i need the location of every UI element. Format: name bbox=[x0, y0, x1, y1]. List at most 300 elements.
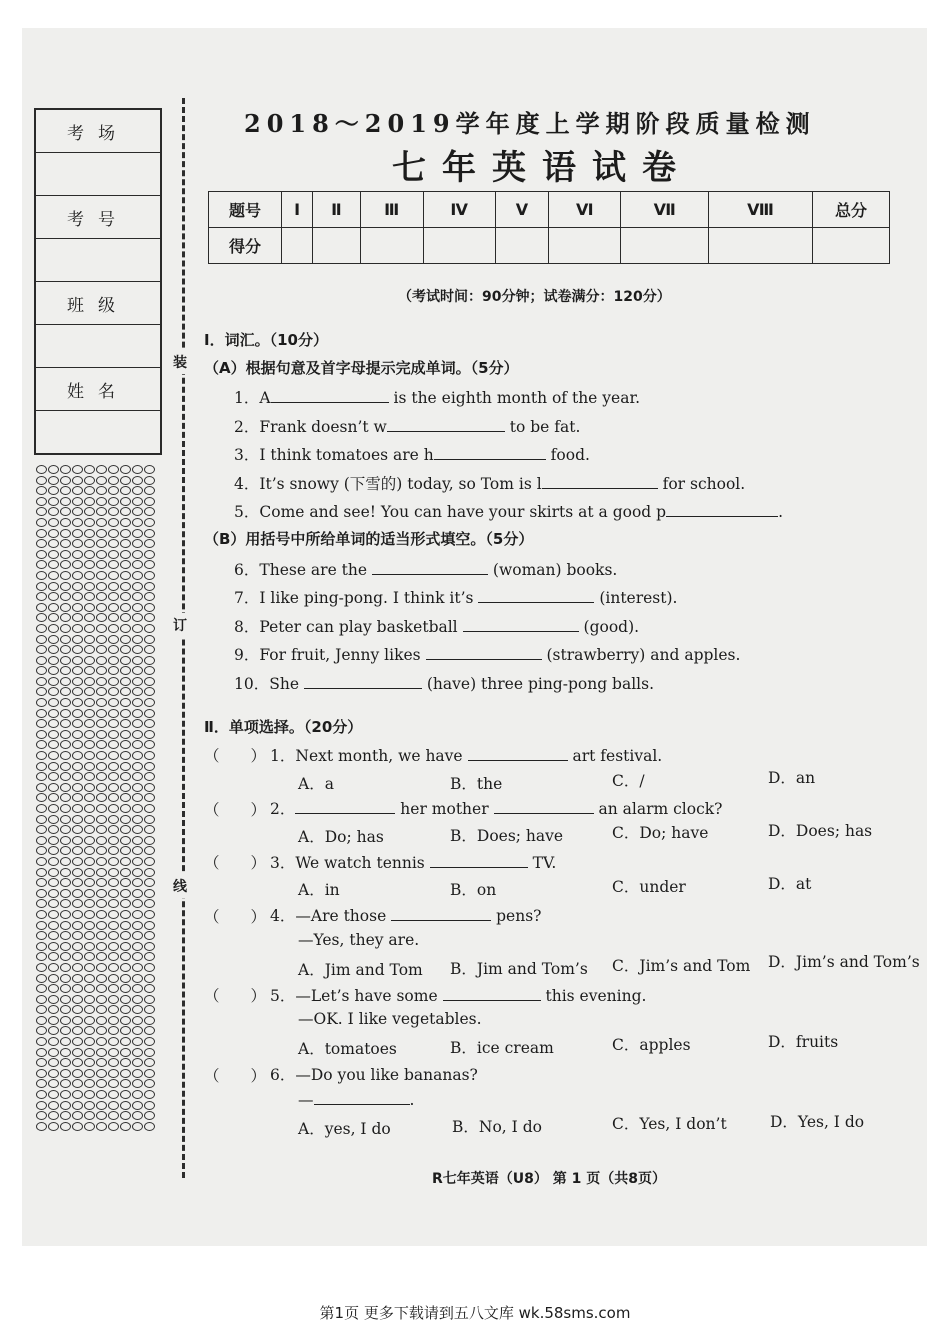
bubble bbox=[84, 952, 95, 961]
bubble bbox=[144, 656, 155, 665]
bubble bbox=[60, 1048, 71, 1057]
bubble bbox=[48, 762, 59, 771]
mc-q3-option-b[interactable]: B．on bbox=[450, 881, 497, 899]
bubble bbox=[96, 984, 107, 993]
bubble bbox=[120, 825, 131, 834]
bubble bbox=[108, 529, 119, 538]
bubble bbox=[96, 656, 107, 665]
bubble bbox=[120, 518, 131, 527]
bubble bbox=[36, 1048, 47, 1057]
bubble bbox=[72, 1026, 83, 1035]
bubble bbox=[84, 687, 95, 696]
mc-q5-reply: —OK. I like vegetables. bbox=[298, 1010, 482, 1028]
bubble bbox=[60, 687, 71, 696]
bubble bbox=[36, 539, 47, 548]
bubble bbox=[120, 1111, 131, 1120]
mc-q1-option-b[interactable]: B．the bbox=[450, 775, 503, 793]
bubble bbox=[108, 804, 119, 813]
bubble bbox=[48, 677, 59, 686]
bubble bbox=[132, 931, 143, 940]
answer-blank[interactable] bbox=[387, 417, 505, 432]
bubble bbox=[108, 666, 119, 675]
answer-blank[interactable] bbox=[434, 445, 546, 460]
mc-q6-option-b[interactable]: B．No, I do bbox=[452, 1118, 542, 1136]
bubble bbox=[108, 571, 119, 580]
bubble bbox=[84, 942, 95, 951]
bubble bbox=[144, 783, 155, 792]
bubble bbox=[60, 666, 71, 675]
bubble bbox=[132, 476, 143, 485]
bubble bbox=[36, 1016, 47, 1025]
bubble bbox=[96, 836, 107, 845]
bubble bbox=[36, 815, 47, 824]
bubble bbox=[108, 645, 119, 654]
mc-q2-option-c[interactable]: C．Do; have bbox=[612, 824, 709, 842]
bubble bbox=[72, 677, 83, 686]
answer-paren[interactable]: （ ） bbox=[204, 801, 267, 819]
bubble bbox=[72, 751, 83, 760]
mc-q1-stem: 1．Next month, we have art festival. bbox=[270, 747, 663, 765]
bubble bbox=[84, 592, 95, 601]
mc-q6-option-d[interactable]: D．Yes, I do bbox=[770, 1113, 865, 1131]
bubble bbox=[60, 1058, 71, 1067]
section1-part-a: （A）根据句意及首字母提示完成单词。（5分） bbox=[204, 359, 519, 377]
bubble bbox=[48, 571, 59, 580]
page-footer: R七年英语（U8） 第 1 页（共8页） bbox=[432, 1171, 666, 1187]
bubble bbox=[60, 783, 71, 792]
bubble bbox=[108, 793, 119, 802]
bubble bbox=[120, 899, 131, 908]
score-blank bbox=[813, 228, 890, 264]
bubble bbox=[108, 550, 119, 559]
bubble bbox=[120, 645, 131, 654]
bubble bbox=[84, 550, 95, 559]
answer-blank[interactable] bbox=[304, 674, 422, 689]
bubble bbox=[144, 687, 155, 696]
bubble bbox=[120, 984, 131, 993]
bubble bbox=[144, 730, 155, 739]
bubble bbox=[48, 1048, 59, 1057]
bubble bbox=[96, 740, 107, 749]
bubble bbox=[72, 1069, 83, 1078]
name-field bbox=[36, 411, 160, 453]
bubble bbox=[132, 603, 143, 612]
bubble bbox=[144, 952, 155, 961]
answer-paren[interactable]: （ ） bbox=[204, 987, 267, 1005]
mc-q2-option-b[interactable]: B．Does; have bbox=[450, 827, 564, 845]
bubble bbox=[60, 1111, 71, 1120]
bubble bbox=[84, 1005, 95, 1014]
bubble bbox=[60, 836, 71, 845]
vocab-q7: 7．I like ping-pong. I think it’s (interest). bbox=[234, 589, 678, 607]
mc-q3-option-c[interactable]: C．under bbox=[612, 878, 686, 896]
score-blank bbox=[313, 228, 360, 264]
bubble bbox=[60, 529, 71, 538]
bubble bbox=[96, 730, 107, 739]
answer-blank bbox=[468, 746, 568, 761]
answer-blank[interactable] bbox=[271, 388, 389, 403]
bubble bbox=[120, 751, 131, 760]
bubble bbox=[72, 486, 83, 495]
bubble bbox=[36, 751, 47, 760]
mc-q1-option-d[interactable]: D．an bbox=[768, 769, 816, 787]
bubble bbox=[84, 709, 95, 718]
bubble bbox=[120, 529, 131, 538]
bubble bbox=[36, 857, 47, 866]
bubble bbox=[72, 815, 83, 824]
name-label: 姓名 bbox=[36, 368, 160, 411]
bubble bbox=[84, 825, 95, 834]
answer-paren[interactable]: （ ） bbox=[204, 908, 267, 926]
bubble bbox=[84, 529, 95, 538]
bubble bbox=[132, 825, 143, 834]
score-cell: Ⅳ bbox=[423, 192, 495, 228]
bubble bbox=[96, 571, 107, 580]
bubble bbox=[96, 486, 107, 495]
bubble bbox=[120, 560, 131, 569]
bubble bbox=[108, 910, 119, 919]
answer-blank bbox=[391, 906, 491, 921]
bubble bbox=[96, 1048, 107, 1057]
bubble bbox=[72, 942, 83, 951]
bubble bbox=[36, 825, 47, 834]
bubble bbox=[120, 1122, 131, 1131]
bubble bbox=[108, 687, 119, 696]
bubble bbox=[36, 497, 47, 506]
exam-number-field bbox=[36, 239, 160, 282]
bubble bbox=[132, 571, 143, 580]
bubble bbox=[120, 687, 131, 696]
bubble bbox=[84, 889, 95, 898]
bubble bbox=[72, 476, 83, 485]
answer-paren[interactable]: （ ） bbox=[204, 747, 267, 765]
bubble bbox=[48, 857, 59, 866]
bubble bbox=[60, 624, 71, 633]
bubble bbox=[60, 942, 71, 951]
bubble bbox=[144, 942, 155, 951]
bubble bbox=[144, 529, 155, 538]
bubble bbox=[144, 571, 155, 580]
bubble bbox=[96, 974, 107, 983]
bubble bbox=[96, 645, 107, 654]
bubble bbox=[108, 984, 119, 993]
bubble bbox=[132, 666, 143, 675]
bubble bbox=[132, 974, 143, 983]
bubble bbox=[132, 1122, 143, 1131]
bubble bbox=[120, 836, 131, 845]
bubble bbox=[72, 656, 83, 665]
bubble bbox=[60, 613, 71, 622]
bubble bbox=[60, 984, 71, 993]
answer-blank[interactable] bbox=[478, 588, 594, 603]
bubble bbox=[144, 910, 155, 919]
bubble bbox=[144, 899, 155, 908]
answer-blank bbox=[295, 799, 395, 814]
bubble bbox=[120, 709, 131, 718]
bubble bbox=[144, 635, 155, 644]
bubble bbox=[36, 592, 47, 601]
bubble bbox=[84, 1037, 95, 1046]
bubble bbox=[36, 1090, 47, 1099]
bubble bbox=[144, 1026, 155, 1035]
bubble bbox=[84, 719, 95, 728]
bubble bbox=[120, 698, 131, 707]
bubble bbox=[72, 762, 83, 771]
bubble bbox=[60, 815, 71, 824]
bubble bbox=[36, 942, 47, 951]
bubble bbox=[36, 889, 47, 898]
bubble bbox=[120, 677, 131, 686]
bubble bbox=[48, 560, 59, 569]
bubble bbox=[108, 1101, 119, 1110]
mc-q3-option-a[interactable]: A．in bbox=[298, 881, 340, 899]
bubble bbox=[96, 1101, 107, 1110]
bubble bbox=[48, 592, 59, 601]
bubble bbox=[72, 518, 83, 527]
mc-q5-option-b[interactable]: B．ice cream bbox=[450, 1039, 554, 1057]
bubble bbox=[84, 857, 95, 866]
bubble bbox=[108, 465, 119, 474]
mc-q2-option-d[interactable]: D．Does; has bbox=[768, 822, 873, 840]
bubble bbox=[60, 709, 71, 718]
mc-q4-stem: 4．—Are those pens? bbox=[270, 907, 542, 925]
bubble bbox=[108, 1122, 119, 1131]
bubble bbox=[48, 582, 59, 591]
mc-q1-option-c[interactable]: C．/ bbox=[612, 772, 645, 790]
bubble bbox=[132, 497, 143, 506]
bubble bbox=[108, 836, 119, 845]
bubble bbox=[48, 1026, 59, 1035]
bubble bbox=[36, 995, 47, 1004]
bubble bbox=[108, 698, 119, 707]
bubble bbox=[96, 687, 107, 696]
mc-q5-option-d[interactable]: D．fruits bbox=[768, 1033, 839, 1051]
bubble bbox=[72, 465, 83, 474]
class-label: 班级 bbox=[36, 282, 160, 325]
bubble bbox=[72, 624, 83, 633]
vocab-q10: 10．She (have) three ping-pong balls. bbox=[234, 675, 655, 693]
bubble bbox=[36, 719, 47, 728]
bubble bbox=[120, 793, 131, 802]
answer-paren[interactable]: （ ） bbox=[204, 854, 267, 872]
bubble bbox=[48, 1037, 59, 1046]
score-row-label: 得分 bbox=[209, 228, 282, 264]
bubble bbox=[144, 815, 155, 824]
bubble bbox=[48, 687, 59, 696]
bubble bbox=[60, 952, 71, 961]
bubble bbox=[84, 624, 95, 633]
score-cell: Ⅱ bbox=[313, 192, 360, 228]
bubble bbox=[36, 793, 47, 802]
bubble bbox=[132, 507, 143, 516]
bubble bbox=[72, 889, 83, 898]
bubble bbox=[108, 539, 119, 548]
bubble bbox=[84, 507, 95, 516]
bubble bbox=[36, 910, 47, 919]
mc-q2-option-a[interactable]: A．Do; has bbox=[298, 828, 384, 846]
bubble bbox=[144, 1016, 155, 1025]
bubble bbox=[144, 984, 155, 993]
bubble bbox=[60, 550, 71, 559]
score-blank bbox=[282, 228, 313, 264]
mc-q5-option-a[interactable]: A．tomatoes bbox=[298, 1040, 397, 1058]
binding-char-xian: 线 bbox=[173, 874, 187, 898]
bubble bbox=[96, 889, 107, 898]
bubble bbox=[96, 1026, 107, 1035]
bubble bbox=[48, 1101, 59, 1110]
bubble bbox=[60, 719, 71, 728]
bubble bbox=[144, 613, 155, 622]
bubble bbox=[84, 645, 95, 654]
score-cell: Ⅷ bbox=[709, 192, 813, 228]
bubble bbox=[96, 539, 107, 548]
bubble bbox=[120, 1016, 131, 1025]
bubble bbox=[36, 709, 47, 718]
bubble bbox=[84, 931, 95, 940]
bubble bbox=[132, 635, 143, 644]
bubble bbox=[120, 719, 131, 728]
bubble bbox=[48, 1111, 59, 1120]
mc-q4-option-c[interactable]: C．Jim’s and Tom bbox=[612, 957, 751, 975]
score-cell: Ⅵ bbox=[549, 192, 621, 228]
bubble bbox=[60, 635, 71, 644]
score-blank bbox=[621, 228, 709, 264]
bubble bbox=[144, 963, 155, 972]
bubble bbox=[72, 825, 83, 834]
bubble bbox=[36, 465, 47, 474]
bubble bbox=[60, 476, 71, 485]
bubble bbox=[72, 1079, 83, 1088]
bubble bbox=[84, 497, 95, 506]
bubble bbox=[120, 592, 131, 601]
bubble bbox=[48, 751, 59, 760]
bubble bbox=[60, 793, 71, 802]
bubble bbox=[132, 751, 143, 760]
mc-q1-option-a[interactable]: A．a bbox=[298, 775, 334, 793]
bubble bbox=[132, 486, 143, 495]
bubble bbox=[84, 910, 95, 919]
mc-q4-option-b[interactable]: B．Jim and Tom’s bbox=[450, 960, 588, 978]
bubble bbox=[72, 497, 83, 506]
mc-q3-option-d[interactable]: D．at bbox=[768, 875, 812, 893]
bubble bbox=[72, 539, 83, 548]
bubble bbox=[132, 772, 143, 781]
mc-q5-stem: 5．—Let’s have some this evening. bbox=[270, 987, 647, 1005]
bubble bbox=[96, 592, 107, 601]
bubble bbox=[72, 974, 83, 983]
answer-blank[interactable] bbox=[372, 560, 488, 575]
bubble bbox=[120, 740, 131, 749]
answer-blank[interactable] bbox=[463, 617, 579, 632]
bubble bbox=[132, 815, 143, 824]
bubble bbox=[48, 719, 59, 728]
bubble bbox=[108, 825, 119, 834]
bubble bbox=[60, 465, 71, 474]
bubble bbox=[84, 846, 95, 855]
bubble bbox=[96, 603, 107, 612]
bubble bbox=[72, 857, 83, 866]
score-cell: 题号 bbox=[209, 192, 282, 228]
bubble bbox=[60, 645, 71, 654]
bubble bbox=[48, 740, 59, 749]
bubble bbox=[36, 921, 47, 930]
candidate-info-box bbox=[34, 108, 162, 455]
bubble bbox=[108, 1079, 119, 1088]
bubble bbox=[60, 974, 71, 983]
mc-q6-option-c[interactable]: C．Yes, I don’t bbox=[612, 1115, 727, 1133]
bubble bbox=[144, 846, 155, 855]
bubble bbox=[132, 1016, 143, 1025]
bubble bbox=[108, 1058, 119, 1067]
bubble bbox=[132, 677, 143, 686]
mc-q4-option-a[interactable]: A．Jim and Tom bbox=[298, 961, 423, 979]
bubble bbox=[36, 666, 47, 675]
bubble bbox=[132, 687, 143, 696]
answer-paren[interactable]: （ ） bbox=[204, 1067, 267, 1085]
bubble bbox=[144, 1079, 155, 1088]
bubble bbox=[132, 995, 143, 1004]
score-blank bbox=[549, 228, 621, 264]
bubble bbox=[48, 529, 59, 538]
bubble bbox=[96, 677, 107, 686]
bubble bbox=[84, 571, 95, 580]
mc-q6-option-a[interactable]: A．yes, I do bbox=[298, 1120, 391, 1138]
bubble bbox=[144, 507, 155, 516]
bubble bbox=[132, 539, 143, 548]
bubble bbox=[132, 645, 143, 654]
bubble bbox=[120, 804, 131, 813]
mc-q5-option-c[interactable]: C．apples bbox=[612, 1036, 691, 1054]
bubble bbox=[132, 719, 143, 728]
answer-blank[interactable] bbox=[426, 645, 542, 660]
bubble bbox=[48, 974, 59, 983]
bubble bbox=[60, 995, 71, 1004]
subject-title: 七年英语试卷 bbox=[392, 148, 692, 188]
bubble bbox=[120, 624, 131, 633]
answer-blank[interactable] bbox=[666, 502, 778, 517]
bubble bbox=[144, 486, 155, 495]
score-cell: 总分 bbox=[813, 192, 890, 228]
bubble bbox=[132, 1069, 143, 1078]
exam-title: 2018～2019学年度上学期阶段质量检测 bbox=[244, 109, 816, 138]
bubble bbox=[96, 635, 107, 644]
bubble bbox=[48, 497, 59, 506]
bubble bbox=[72, 613, 83, 622]
bubble bbox=[84, 1048, 95, 1057]
bubble bbox=[144, 772, 155, 781]
answer-blank[interactable] bbox=[542, 474, 658, 489]
vocab-q4: 4．It’s snowy (下雪的) today, so Tom is l for school. bbox=[234, 475, 746, 493]
exam-room-label: 考场 bbox=[36, 110, 160, 153]
bubble bbox=[144, 677, 155, 686]
bubble bbox=[120, 1090, 131, 1099]
binding-line bbox=[182, 98, 185, 1178]
bubble bbox=[60, 762, 71, 771]
bubble bbox=[84, 1090, 95, 1099]
bubble bbox=[48, 836, 59, 845]
bubble bbox=[144, 995, 155, 1004]
bubble bbox=[108, 1090, 119, 1099]
bubble bbox=[144, 1048, 155, 1057]
bubble bbox=[120, 910, 131, 919]
bubble bbox=[48, 804, 59, 813]
mc-q4-option-d[interactable]: D．Jim’s and Tom’s bbox=[768, 953, 920, 971]
bubble bbox=[144, 931, 155, 940]
bubble bbox=[144, 1069, 155, 1078]
bubble bbox=[120, 539, 131, 548]
bubble bbox=[96, 550, 107, 559]
vocab-q3: 3．I think tomatoes are h food. bbox=[234, 446, 590, 464]
